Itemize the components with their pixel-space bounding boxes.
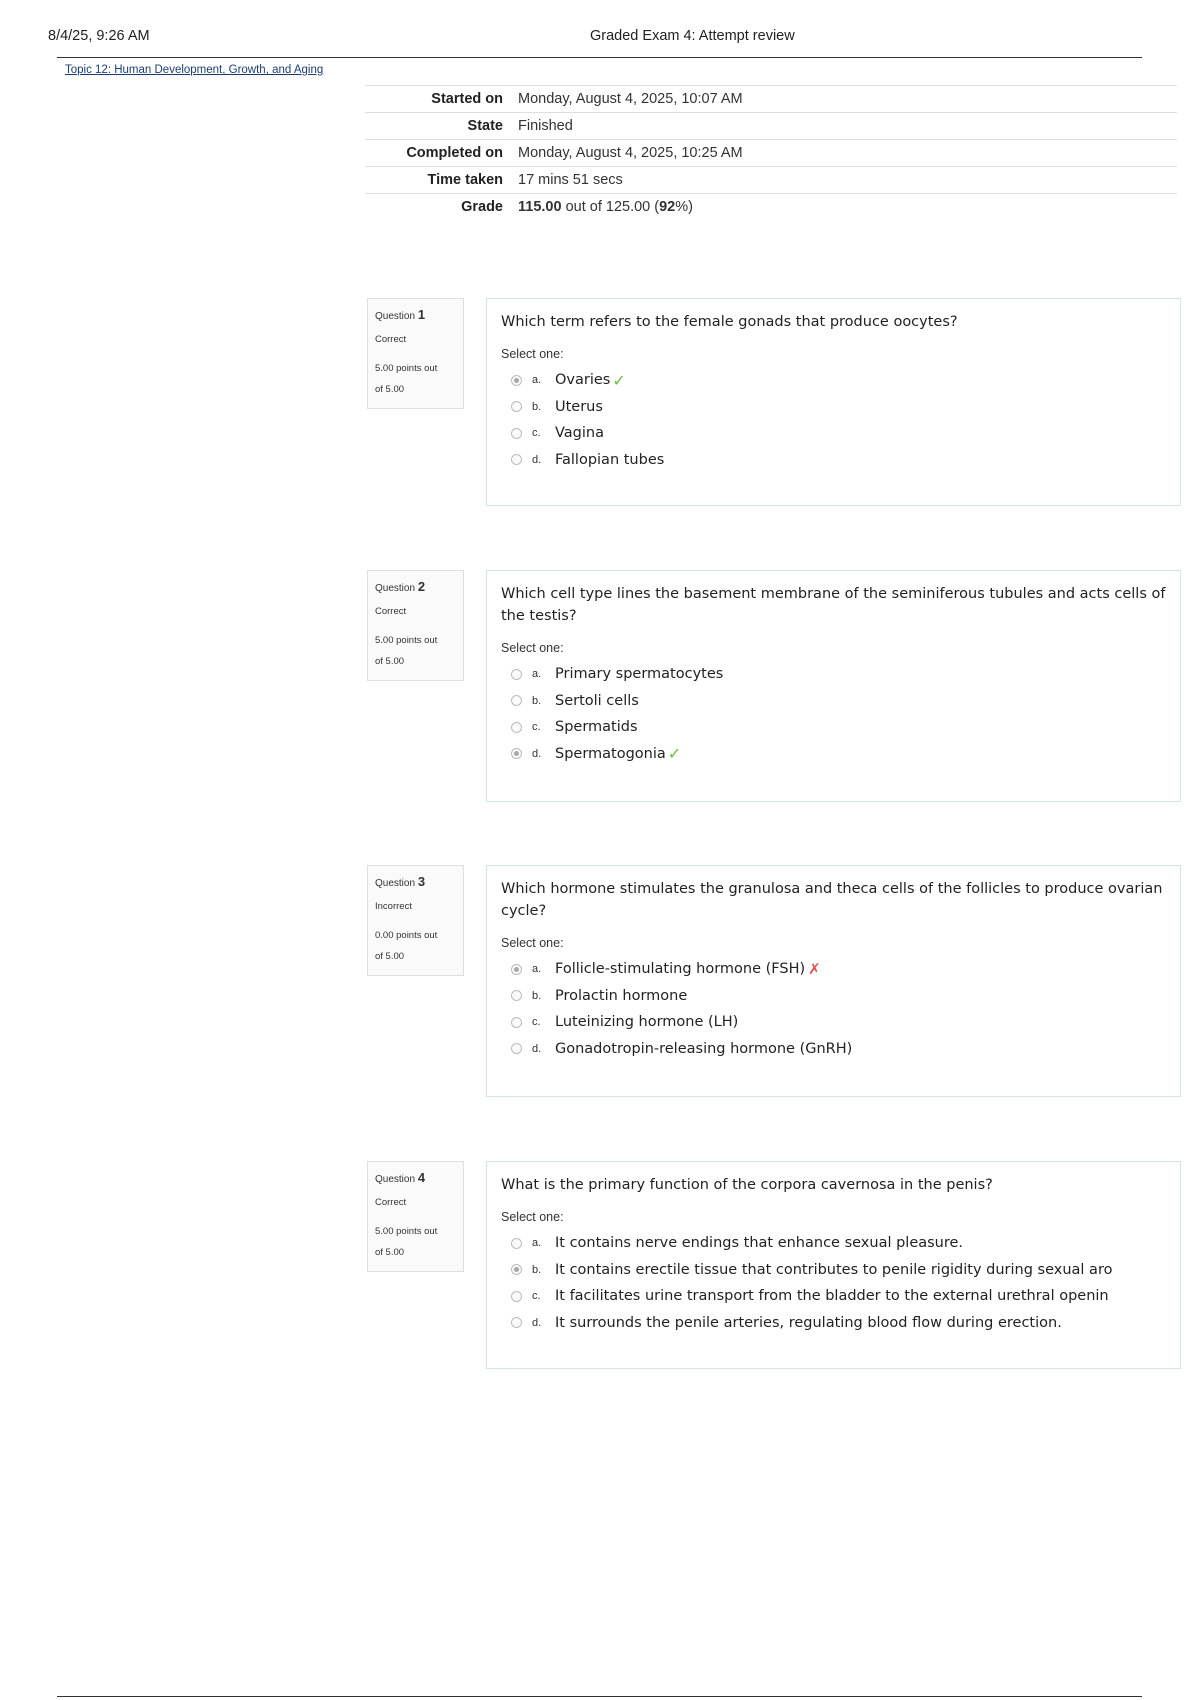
summary-label: State [467,118,503,134]
answer-option[interactable] [501,1310,1166,1337]
answer-letter: d. [532,453,542,466]
print-title: Graded Exam 4: Attempt review [590,28,795,44]
answer-text: It surrounds the penile arteries, regulating blood flow during erection. [555,1314,1062,1331]
answer-radio[interactable] [511,990,522,1001]
breadcrumb-topic-link[interactable]: Topic 12: Human Development, Growth, and Aging [65,64,324,76]
answer-text: Follicle-stimulating hormone (FSH) [555,961,806,978]
question-content [486,298,1181,506]
summary-label: Time taken [427,172,503,188]
question-number-value: 2 [417,579,426,594]
answer-radio[interactable] [511,669,522,680]
answer-radio[interactable] [511,1291,522,1302]
answer-letter: d. [532,1316,542,1329]
answer-letter: b. [532,1263,542,1276]
question-grade [375,1221,456,1263]
question-number [375,1170,456,1185]
question-label: Question [375,1174,416,1185]
question-label: Question [375,583,416,594]
question-grade-line: of 5.00 [375,1247,405,1258]
attempt-summary-table [365,85,1177,220]
answer-text: Primary spermatocytes [555,666,724,683]
answer-radio[interactable] [511,1017,522,1028]
answer-option[interactable] [501,447,1166,474]
question-grade-line: 5.00 points out [375,363,438,374]
answer-option[interactable] [501,983,1166,1010]
answer-radio[interactable] [511,1043,522,1054]
select-one-prompt: Select one: [501,641,564,655]
answer-letter: b. [532,694,542,707]
answer-option[interactable] [501,420,1166,447]
answer-text: Spermatogonia [555,745,666,762]
incorrect-cross-icon: ✗ [808,960,821,979]
question-grade-line: of 5.00 [375,384,405,395]
summary-row-time-taken [365,166,1177,193]
question-info [367,1161,464,1272]
select-one-prompt: Select one: [501,936,564,950]
footer-divider [57,1696,1142,1697]
answer-option[interactable] [501,1257,1166,1284]
answer-text: Prolactin hormone [555,987,688,1004]
summary-label: Grade [461,199,503,215]
answer-radio[interactable] [511,695,522,706]
answer-letter: c. [532,1290,541,1303]
answer-option[interactable] [501,1009,1166,1036]
answer-text: Uterus [555,398,603,415]
answer-letter: c. [532,721,541,734]
answer-letter: c. [532,427,541,440]
select-one-prompt: Select one: [501,347,564,361]
question-text: What is the primary function of the corpora cavernosa in the penis? [501,1177,993,1193]
answer-radio[interactable] [511,722,522,733]
answer-option[interactable] [501,956,1166,983]
summary-label: Completed on [406,145,503,161]
summary-row-grade [365,193,1177,220]
grade-out-of: out of 125.00 ( [561,199,660,215]
answer-letter: d. [532,747,542,760]
answer-letter: b. [532,400,542,413]
grade-percent-suffix: %) [675,199,693,215]
header-divider [57,57,1142,58]
answer-text: It facilitates urine transport from the bladder to the external urethral openin [555,1288,1109,1305]
answer-radio[interactable] [511,375,522,386]
answer-letter: c. [532,1016,541,1029]
question-number [375,307,456,322]
question-number [375,579,456,594]
answer-option[interactable] [501,661,1166,688]
answer-letter: d. [532,1042,542,1055]
question-info [367,570,464,681]
answer-option[interactable] [501,688,1166,715]
question-text: Which term refers to the female gonads that produce oocytes? [501,314,958,330]
answer-option[interactable] [501,1283,1166,1310]
question-number-value: 3 [417,874,426,889]
answer-text: Sertoli cells [555,692,639,709]
answer-radio[interactable] [511,1317,522,1328]
question-grade-line: 0.00 points out [375,930,438,941]
question-content [486,1161,1181,1369]
answer-radio[interactable] [511,454,522,465]
answer-text: Vagina [555,425,604,442]
question-grade-line: 5.00 points out [375,635,438,646]
answer-option[interactable] [501,714,1166,741]
question-label: Question [375,878,416,889]
question-info [367,298,464,409]
answer-radio[interactable] [511,401,522,412]
summary-value: Monday, August 4, 2025, 10:25 AM [518,145,743,161]
question-number [375,874,456,889]
question-grade-line: 5.00 points out [375,1226,438,1237]
answer-text: Spermatids [555,719,638,736]
question-text: Which hormone stimulates the granulosa and theca cells of the follicles to produce ovarian cycle? [501,881,1163,919]
answer-letter: b. [532,989,542,1002]
correct-check-icon: ✓ [612,370,626,390]
answer-text: Gonadotropin-releasing hormone (GnRH) [555,1040,853,1057]
question-state: Correct [375,1197,407,1208]
question-content [486,570,1181,802]
question-info [367,865,464,976]
summary-row-completed [365,139,1177,166]
question-state: Incorrect [375,901,412,912]
question-state: Correct [375,606,407,617]
question-grade-line: of 5.00 [375,656,405,667]
grade-value [518,199,693,215]
answer-radio[interactable] [511,1238,522,1249]
summary-value: Finished [518,118,573,134]
summary-row-state [365,112,1177,139]
answer-option[interactable] [501,1036,1166,1063]
answer-text: Fallopian tubes [555,451,665,468]
answer-option[interactable] [501,394,1166,421]
question-text: Which cell type lines the basement membrane of the seminiferous tubules and acts cells of the testis? [501,586,1166,624]
answer-radio[interactable] [511,748,522,759]
answer-letter: a. [532,963,542,976]
answer-letter: a. [532,374,542,387]
answer-radio[interactable] [511,1264,522,1275]
answer-letter: a. [532,1237,542,1250]
question-number-value: 4 [417,1170,426,1185]
answer-radio[interactable] [511,428,522,439]
answer-text: It contains erectile tissue that contributes to penile rigidity during sexual aro [555,1261,1113,1278]
summary-value: 17 mins 51 secs [518,172,623,188]
answer-option[interactable] [501,367,1166,394]
summary-row-started [365,85,1177,112]
summary-label: Started on [431,91,503,107]
answer-option[interactable] [501,741,1166,768]
question-grade [375,925,456,967]
answer-letter: a. [532,668,542,681]
print-header [0,28,1200,48]
select-one-prompt: Select one: [501,1210,564,1224]
summary-value: Monday, August 4, 2025, 10:07 AM [518,91,743,107]
question-state: Correct [375,334,407,345]
question-content [486,865,1181,1097]
question-grade [375,630,456,672]
answer-text: Ovaries [555,372,611,389]
answer-radio[interactable] [511,964,522,975]
question-number-value: 1 [417,307,426,322]
grade-score: 115.00 [518,199,562,215]
grade-percent: 92 [659,199,676,215]
question-grade-line: of 5.00 [375,951,405,962]
question-grade [375,358,456,400]
print-date: 8/4/25, 9:26 AM [48,28,150,44]
correct-check-icon: ✓ [667,744,682,764]
answer-text: Luteinizing hormone (LH) [555,1014,739,1031]
question-label: Question [375,311,416,322]
answer-text: It contains nerve endings that enhance sexual pleasure. [555,1235,964,1252]
answer-option[interactable] [501,1230,1166,1257]
